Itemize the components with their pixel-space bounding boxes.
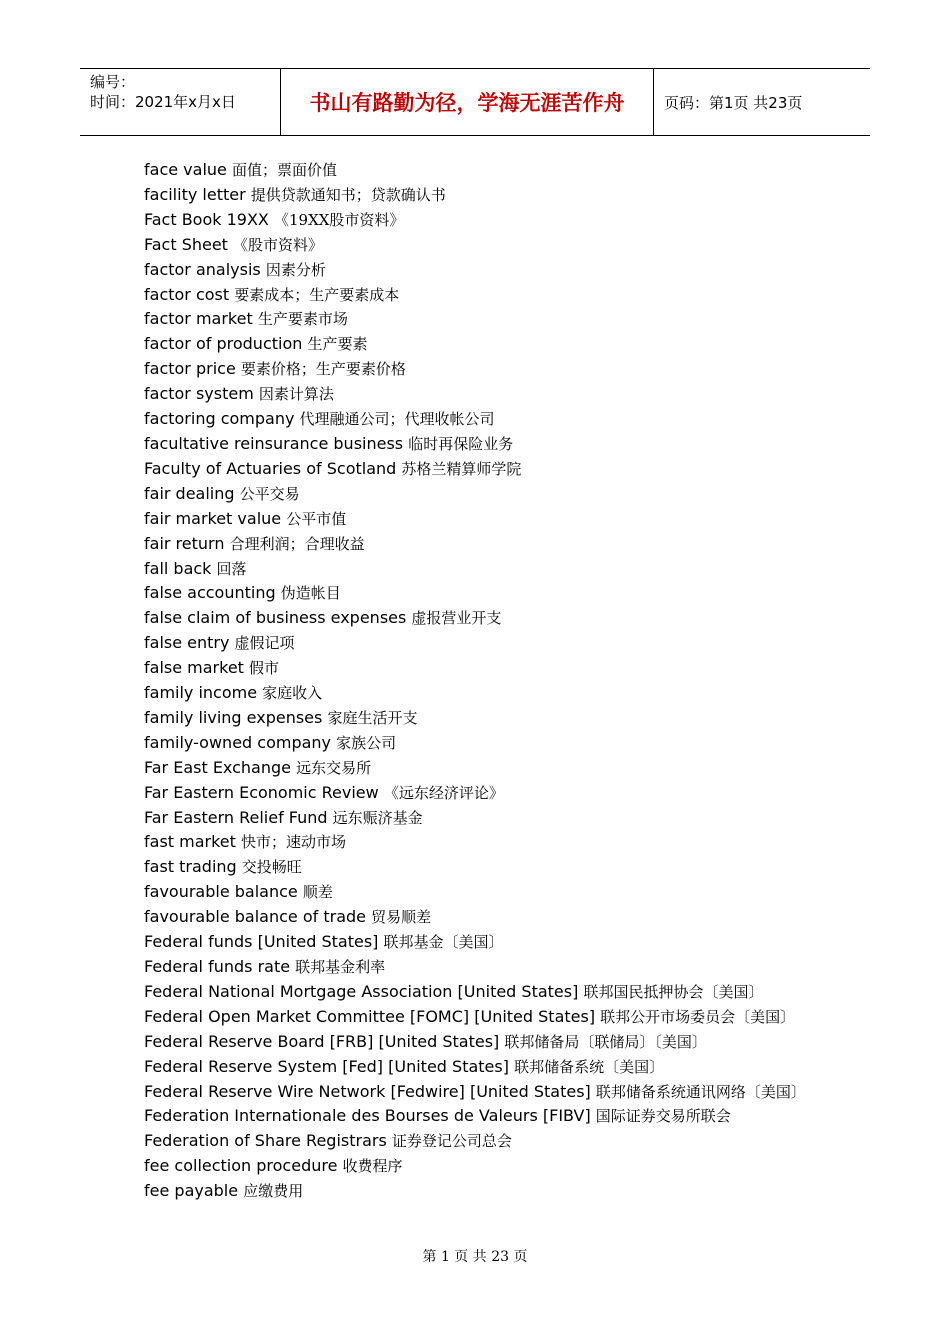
- glossary-entry: [144, 532, 814, 557]
- glossary-entry: [144, 1154, 814, 1179]
- entry-term: false entry: [144, 633, 230, 653]
- entry-term: Far East Exchange: [144, 757, 291, 777]
- header-page-info: 页码：第1页 共23页: [664, 93, 803, 112]
- entry-term: fall back: [144, 558, 212, 578]
- entry-translation: 回落: [216, 559, 247, 578]
- entry-translation: 证券登记公司总会: [391, 1132, 512, 1151]
- glossary-entry: [144, 606, 814, 631]
- glossary-entry: [144, 581, 814, 606]
- glossary-entry: [144, 258, 814, 283]
- entry-translation: 伪造帐目: [280, 584, 341, 603]
- entry-term: favourable balance of trade: [144, 907, 366, 927]
- entry-translation: 因素计算法: [258, 385, 334, 404]
- glossary-entry: [144, 1030, 814, 1055]
- header-motto: 书山有路勤为径，学海无涯苦作舟: [281, 69, 654, 135]
- entry-translation: 公平交易: [239, 484, 300, 503]
- entry-term: Faculty of Actuaries of Scotland: [144, 458, 397, 478]
- glossary-entry: [144, 407, 814, 432]
- glossary-entry: [144, 357, 814, 382]
- entry-term: fast market: [144, 832, 236, 852]
- entry-translation: 虚假记项: [234, 634, 295, 653]
- glossary-entry: [144, 382, 814, 407]
- entry-term: Federation Internationale des Bourses de Valeurs [FIBV]: [144, 1106, 591, 1126]
- entry-term: family-owned company: [144, 732, 332, 752]
- entry-term: factor system: [144, 384, 254, 404]
- entry-term: Far Eastern Relief Fund: [144, 807, 328, 827]
- entry-translation: 假市: [249, 659, 280, 678]
- entry-translation: 贸易顺差: [371, 908, 432, 927]
- entry-translation: 远东赈济基金: [332, 808, 423, 827]
- glossary-entry: [144, 158, 814, 183]
- time-label: 时间：2021年x月x日: [90, 93, 236, 111]
- page-footer: 第 1 页 共 23 页: [422, 1249, 528, 1265]
- entry-term: fee payable: [144, 1181, 239, 1201]
- entry-term: factor cost: [144, 284, 230, 304]
- entry-translation: 《19XX股市资料》: [273, 210, 405, 229]
- entry-translation: 联邦公开市场委员会〔美国〕: [600, 1007, 796, 1026]
- entry-translation: 联邦储备系统通讯网络〔美国〕: [595, 1082, 806, 1101]
- entry-term: family income: [144, 683, 258, 703]
- glossary-entry: [144, 830, 814, 855]
- entry-translation: 联邦基金利率: [295, 958, 386, 976]
- glossary-entry: [144, 1005, 814, 1030]
- entry-translation: 联邦储备系统〔美国〕: [514, 1057, 665, 1076]
- header-meta: [80, 69, 281, 135]
- glossary-entry: [144, 1179, 814, 1204]
- entry-term: family living expenses: [144, 707, 323, 727]
- glossary-entry: [144, 1055, 814, 1080]
- entry-term: Federal funds rate: [144, 957, 291, 976]
- entry-translation: 《股市资料》: [233, 235, 324, 254]
- entry-translation: 联邦基金〔美国〕: [383, 933, 504, 952]
- entry-translation: 联邦储备局〔联储局〕〔美国〕: [504, 1032, 707, 1051]
- entry-translation: 《远东经济评论》: [383, 783, 504, 802]
- entry-translation: 家庭生活开支: [327, 708, 418, 727]
- glossary-entry: [144, 1129, 814, 1154]
- glossary-entry: [144, 307, 814, 332]
- entry-term: factor of production: [144, 334, 303, 354]
- glossary-entry: [144, 457, 814, 482]
- glossary-entry: [144, 681, 814, 706]
- entry-term: false market: [144, 658, 244, 678]
- entry-translation: 应缴费用: [243, 1182, 304, 1201]
- entry-translation: 快市；速动市场: [241, 833, 347, 852]
- glossary-entry: [144, 432, 814, 457]
- glossary-entry: [144, 980, 814, 1005]
- glossary-entry: [144, 930, 814, 955]
- entry-term: Federal Reserve Board [FRB] [United States]: [144, 1031, 500, 1051]
- entry-translation: 临时再保险业务: [408, 434, 514, 453]
- glossary-entry: [144, 283, 814, 308]
- glossary-entry: [144, 855, 814, 880]
- entry-term: fast trading: [144, 857, 237, 877]
- entry-term: fair market value: [144, 508, 282, 528]
- entry-term: factor analysis: [144, 259, 261, 279]
- entry-translation: 合理利润；合理收益: [229, 534, 365, 553]
- serial-label: 编号：: [90, 73, 136, 91]
- entry-term: false claim of business expenses: [144, 608, 407, 628]
- entry-translation: 代理融通公司；代理收帐公司: [299, 410, 495, 429]
- entry-term: Federal Reserve Wire Network [Fedwire] [United States]: [144, 1081, 591, 1101]
- entry-translation: 公平市值: [286, 509, 347, 528]
- entry-translation: 虚报营业开支: [411, 609, 502, 628]
- entry-translation: 要素价格；生产要素价格: [240, 360, 406, 379]
- glossary-entry: [144, 208, 814, 233]
- glossary-entry: [144, 955, 814, 980]
- entry-translation: 生产要素市场: [257, 310, 348, 329]
- entry-translation: 因素分析: [265, 260, 326, 279]
- glossary-entry: [144, 880, 814, 905]
- glossary-entry: [144, 1080, 814, 1105]
- entry-translation: 家族公司: [336, 733, 397, 752]
- glossary-entry: [144, 183, 814, 208]
- entry-term: factoring company: [144, 409, 295, 429]
- glossary-entry: [144, 731, 814, 756]
- entry-term: Federal Open Market Committee [FOMC] [United States]: [144, 1006, 596, 1026]
- entry-term: facility letter: [144, 184, 246, 204]
- glossary-entry: [144, 781, 814, 806]
- entry-translation: 远东交易所: [296, 758, 372, 777]
- entry-term: Federal funds [United States]: [144, 932, 379, 952]
- entry-term: Federal National Mortgage Association [United States]: [144, 981, 579, 1001]
- entry-translation: 要素成本；生产要素成本: [234, 285, 400, 304]
- entry-translation: 家庭收入: [262, 684, 323, 703]
- glossary-entry: [144, 507, 814, 532]
- entry-translation: 收费程序: [342, 1157, 403, 1176]
- entry-term: Fact Sheet: [144, 234, 228, 254]
- entry-translation: 交投畅旺: [241, 858, 302, 877]
- entry-translation: 生产要素: [307, 335, 368, 354]
- entry-term: Fact Book 19XX: [144, 209, 269, 229]
- glossary-entry: [144, 806, 814, 831]
- entry-translation: 苏格兰精算师学院: [401, 459, 522, 478]
- entry-term: fee collection procedure: [144, 1156, 338, 1176]
- glossary-entry: [144, 1104, 814, 1129]
- entry-term: facultative reinsurance business: [144, 433, 404, 453]
- glossary-entry: [144, 233, 814, 258]
- entry-translation: 联邦国民抵押协会〔美国〕: [583, 982, 764, 1001]
- glossary-entry: [144, 656, 814, 681]
- entry-term: Federal Reserve System [Fed] [United States]: [144, 1056, 509, 1076]
- glossary-entry: [144, 905, 814, 930]
- entry-term: favourable balance: [144, 882, 298, 902]
- entry-term: Far Eastern Economic Review: [144, 782, 379, 802]
- glossary-entry: [144, 631, 814, 656]
- entry-term: false accounting: [144, 583, 276, 603]
- glossary-entry: [144, 332, 814, 357]
- entry-translation: 国际证券交易所联会: [595, 1107, 731, 1126]
- entry-term: fair dealing: [144, 483, 235, 503]
- entry-term: face value: [144, 160, 227, 179]
- entry-term: Federation of Share Registrars: [144, 1131, 387, 1151]
- glossary-entry: [144, 706, 814, 731]
- glossary-list: [144, 158, 814, 1204]
- entry-term: factor market: [144, 309, 253, 329]
- glossary-entry: [144, 557, 814, 582]
- entry-translation: 面值；票面价值: [231, 161, 337, 179]
- glossary-entry: [144, 756, 814, 781]
- glossary-entry: [144, 482, 814, 507]
- entry-translation: 顺差: [302, 883, 333, 902]
- entry-term: fair return: [144, 533, 225, 553]
- entry-translation: 提供贷款通知书；贷款确认书: [250, 185, 446, 204]
- entry-term: factor price: [144, 359, 236, 379]
- page-header: [80, 68, 870, 136]
